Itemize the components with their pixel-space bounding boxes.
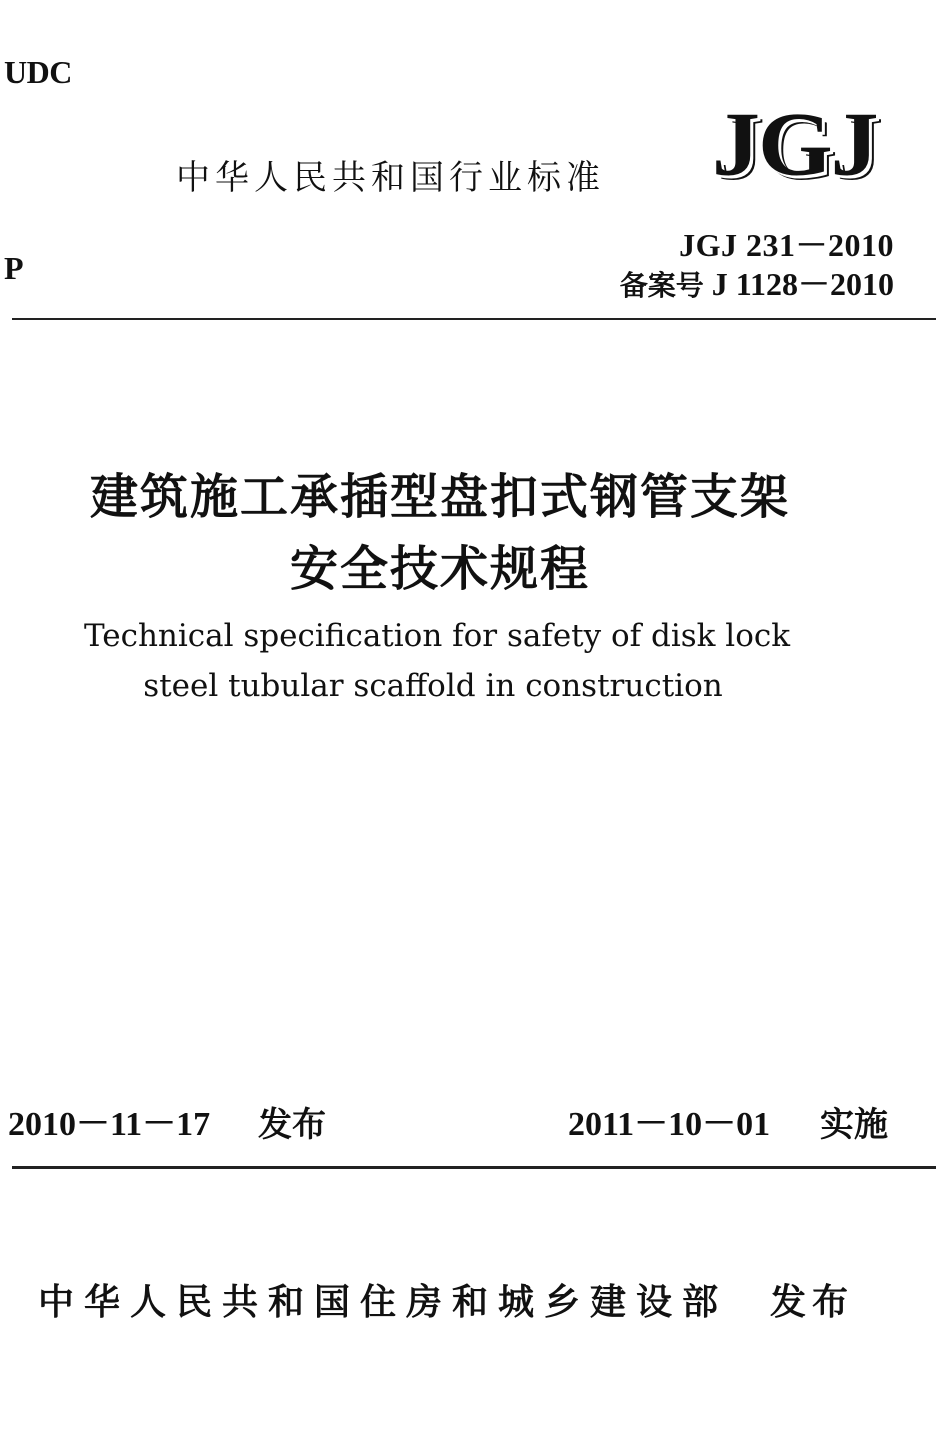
top-divider — [12, 318, 936, 320]
publisher-name: 中华人民共和国住房和城乡建设部 — [38, 1282, 729, 1323]
title-chinese-line-2: 安全技术规程 — [289, 541, 590, 597]
title-english-line-2: steel tubular scaffold in construction — [143, 668, 723, 704]
issue-date: 2010－11－17 — [8, 1106, 211, 1143]
category-code: P — [4, 250, 24, 286]
standard-number: JGJ 231－2010 — [679, 227, 894, 263]
title-english-line-1: Technical specification for safety of disk lock — [83, 618, 791, 654]
record-number-row — [620, 259, 894, 305]
implementation-label: 实施 — [820, 1105, 888, 1145]
title-chinese-line-1: 建筑施工承插型盘扣式钢管支架 — [89, 469, 790, 525]
issue-label: 发布 — [258, 1105, 326, 1145]
udc-label: UDC — [4, 54, 72, 90]
industry-standard-heading: 中华人民共和国行业标准 — [176, 158, 605, 198]
implementation-date: 2011－10－01 — [568, 1106, 771, 1143]
jgj-logo: JGJ — [712, 92, 877, 195]
publisher-label: 发布 — [770, 1282, 855, 1323]
bottom-divider — [12, 1166, 936, 1169]
record-label: 备案号 — [619, 269, 704, 302]
record-number: J 1128－2010 — [711, 266, 894, 302]
